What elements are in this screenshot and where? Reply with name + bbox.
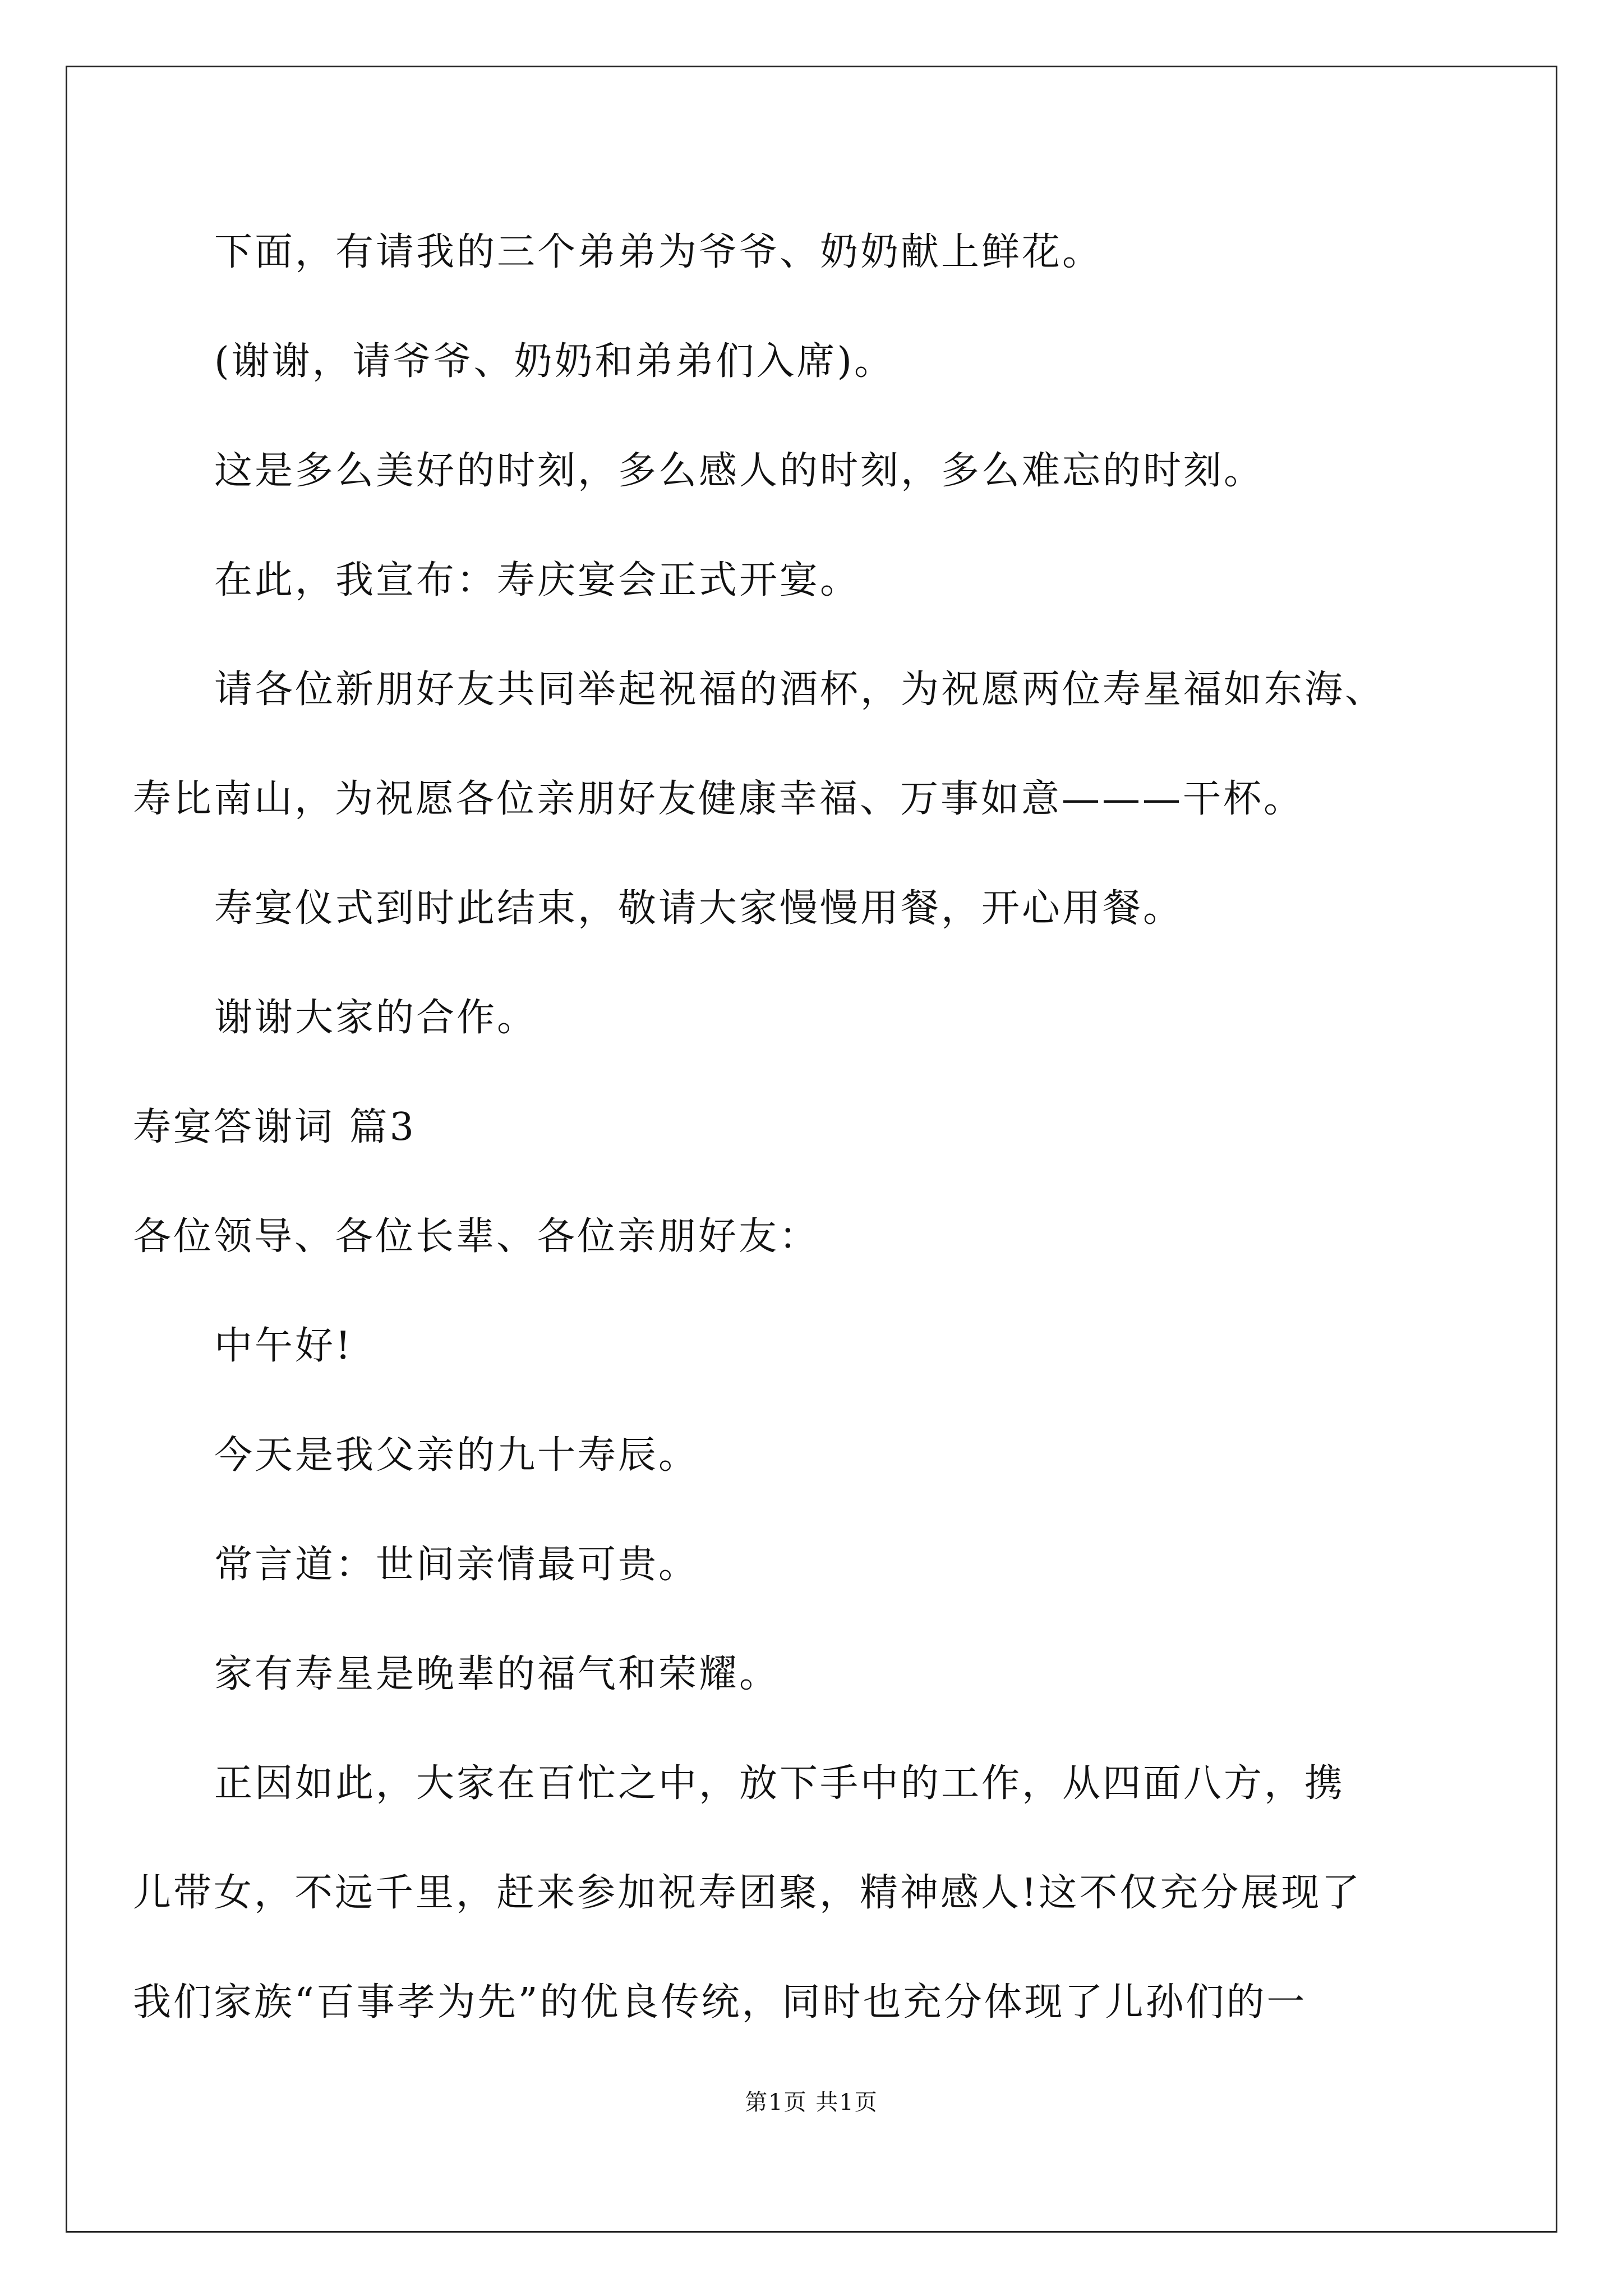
- paragraph-line: 谢谢大家的合作。: [214, 996, 538, 1040]
- paragraph-line: 寿宴仪式到时此结束，敬请大家慢慢用餐，开心用餐。: [214, 886, 1184, 931]
- paragraph-line: 儿带女，不远千里，赶来参加祝寿团聚，精神感人!这不仅充分展现了: [133, 1871, 1362, 1915]
- paragraph-line: 在此，我宣布：寿庆宴会正式开宴。: [214, 558, 861, 602]
- paragraph-line: 下面，有请我的三个弟弟为爷爷、奶奶献上鲜花。: [214, 230, 1103, 274]
- section-heading: 寿宴答谢词 篇3: [133, 1105, 416, 1149]
- paragraph-line: 寿比南山，为祝愿各位亲朋好友健康幸福、万事如意———干杯。: [133, 777, 1304, 821]
- paragraph-line: 今天是我父亲的九十寿辰。: [214, 1433, 699, 1478]
- page-number-footer: 第1页 共1页: [745, 2090, 878, 2115]
- paragraph-line: (谢谢，请爷爷、奶奶和弟弟们入席)。: [214, 339, 895, 384]
- paragraph-line: 中午好!: [214, 1324, 353, 1368]
- salutation: 各位领导、各位长辈、各位亲朋好友：: [133, 1214, 820, 1259]
- paragraph-line: 常言道：世间亲情最可贵。: [214, 1543, 699, 1587]
- paragraph-line: 这是多么美好的时刻，多么感人的时刻，多么难忘的时刻。: [214, 449, 1265, 493]
- paragraph-line: 我们家族“百事孝为先”的优良传统，同时也充分体现了儿孙们的一: [133, 1980, 1307, 2024]
- paragraph-line: 家有寿星是晚辈的福气和荣耀。: [214, 1652, 780, 1696]
- paragraph-line: 请各位新朋好友共同举起祝福的酒杯，为祝愿两位寿星福如东海、: [214, 668, 1386, 712]
- paragraph-line: 正因如此，大家在百忙之中，放下手中的工作，从四面八方，携: [214, 1761, 1345, 1806]
